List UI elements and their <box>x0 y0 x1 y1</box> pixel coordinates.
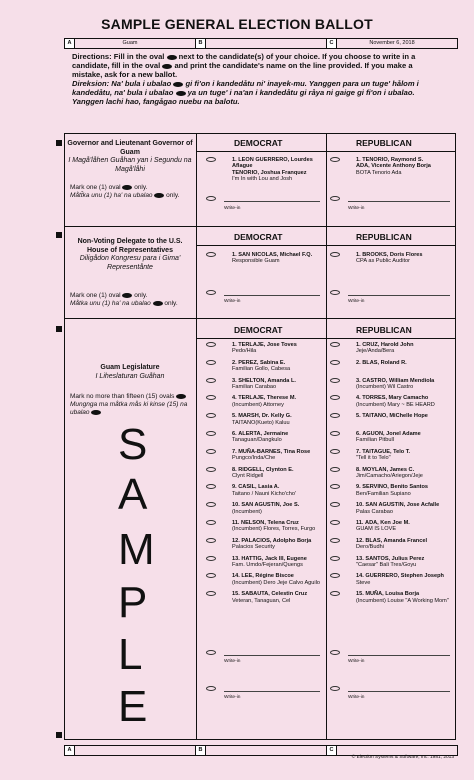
candidate-number: 12. <box>232 537 240 544</box>
candidate-number: 2. <box>356 359 361 366</box>
footer-cell-label: C <box>327 746 337 755</box>
party-header-republican: REPUBLICAN <box>356 138 412 148</box>
header-cell-label: C <box>327 39 337 48</box>
candidate-option[interactable] <box>232 573 326 586</box>
write-in-oval[interactable] <box>206 196 216 201</box>
candidate-number: 13. <box>232 555 240 562</box>
directions <box>72 52 456 106</box>
candidate-name: MUÑA, Louisa Borja <box>365 591 420 598</box>
instruction-text-chamorro: Måtka unu (1) ha' na ubalao <box>70 300 151 307</box>
candidate-number: 14. <box>232 573 240 580</box>
candidate-option[interactable] <box>356 342 456 355</box>
write-in-label: Write-in <box>224 299 241 304</box>
candidate-slogan: Tanaguan/Dangkulo <box>232 437 282 444</box>
candidate-option[interactable] <box>356 502 456 515</box>
footer-cell-a <box>65 746 196 755</box>
candidate-number: 1. <box>232 157 237 163</box>
filled-oval-icon <box>91 410 101 415</box>
party-header-democrat: DEMOCRAT <box>234 138 283 148</box>
instruction-text: only. <box>134 292 148 299</box>
candidate-number: 4. <box>232 395 237 402</box>
directions-text: and print the candidate's name on the line provided. If you make a <box>174 61 413 70</box>
filled-oval-icon <box>173 82 183 87</box>
candidate-number: 2. <box>232 359 237 366</box>
candidate-slogan: Jeje/Anda/Bera <box>356 348 395 355</box>
party-header-rule <box>196 338 456 339</box>
filled-oval-icon <box>153 301 163 306</box>
write-in-line[interactable] <box>348 655 450 656</box>
candidate-option[interactable] <box>232 413 326 426</box>
instruction-text: only. <box>164 300 178 307</box>
write-in-line[interactable] <box>348 201 450 202</box>
candidate-number: 10. <box>356 502 364 509</box>
candidate-option[interactable] <box>232 520 326 533</box>
candidate-option[interactable] <box>356 520 456 533</box>
directions-text: next to the candidate(s) of your choice. If you choose to write in a <box>178 52 416 61</box>
candidate-number: 7. <box>356 448 361 455</box>
directions-text: kandedåtu, na' bula i ubalao <box>72 88 174 97</box>
candidate-number: 12. <box>356 537 364 544</box>
write-in-label: Write-in <box>224 659 241 664</box>
candidate-option[interactable] <box>232 360 326 373</box>
candidate-name: SAN NICOLAS, Michael F.Q. <box>238 252 313 258</box>
candidate-number: 8. <box>356 466 361 473</box>
instruction-text: Mark one (1) oval <box>70 292 121 299</box>
candidate-slogan: Ben/Familian Supiano <box>356 490 411 497</box>
candidate-slogan: Responsible Guam <box>232 258 280 265</box>
vote-oval[interactable] <box>330 342 340 347</box>
candidate-option[interactable] <box>356 395 456 408</box>
vote-oval[interactable] <box>330 449 340 454</box>
filled-oval-icon <box>176 394 186 399</box>
candidate-number: 11. <box>356 520 364 526</box>
filled-oval-icon <box>122 185 132 190</box>
vote-oval[interactable] <box>330 252 340 257</box>
candidate-name: PALACIOS, Adolpho Borja <box>241 537 312 544</box>
candidate-name: RIDGELL, Clynton E. <box>238 466 294 473</box>
candidate-slogan: "Tell it to Telo" <box>356 455 391 462</box>
candidate-option[interactable] <box>232 502 326 515</box>
candidate-name: ALERTA, Jermaine <box>238 431 289 437</box>
header-cell-c <box>327 39 457 48</box>
candidate-name: GUERRERO, Stephen Joseph <box>365 573 444 580</box>
header-cell-b <box>196 39 327 48</box>
candidate-number: 15. <box>232 591 240 598</box>
candidate-name: SABAUTA, Celestin Cruz <box>241 591 308 598</box>
candidate-number: 10. <box>232 502 240 509</box>
column-divider <box>326 133 327 740</box>
candidate-option[interactable] <box>232 378 326 391</box>
candidate-slogan: Dero/Budhi <box>356 544 384 551</box>
candidate-name: HATTIG, Jack III, Eugene <box>241 555 307 562</box>
candidate-option[interactable] <box>356 431 456 444</box>
office-title: Non-Voting Delegate to the U.S. House of Representatives <box>77 238 183 254</box>
candidate-slogan: Palas Carabao <box>356 508 394 515</box>
timing-mark <box>56 732 62 738</box>
candidate-slogan: (Incumbent) Flores, Torres, Furgo <box>232 526 316 533</box>
candidate-name: MOYLAN, James C. <box>362 466 415 473</box>
write-in-oval[interactable] <box>206 650 216 655</box>
office-title: Governor and Lieutenant Governor of Guam <box>67 140 193 156</box>
candidate-option[interactable] <box>356 484 456 497</box>
candidate-name: MUÑA-BARNES, Tina Rose <box>238 448 311 455</box>
vote-oval[interactable] <box>206 431 216 436</box>
candidate-option[interactable] <box>356 378 456 391</box>
party-header-rule <box>196 245 456 246</box>
contest-divider <box>64 226 456 227</box>
sample-watermark-letter: A <box>118 470 148 519</box>
candidate-option[interactable] <box>232 252 326 265</box>
directions-text: gi fi'on i kandedåtu ni' inayek-mu. Yanggen para un tuge' hålom i <box>185 79 419 88</box>
candidate-name: ADA, Ken Joe M. <box>365 520 410 526</box>
write-in-line[interactable] <box>224 201 320 202</box>
filled-oval-icon <box>162 64 172 69</box>
write-in-line[interactable] <box>348 691 450 692</box>
candidate-name: BLAS, Amanda Francel <box>365 537 427 544</box>
candidate-number: 5. <box>232 413 237 420</box>
write-in-label: Write-in <box>348 695 365 700</box>
footer-cell-label: A <box>65 746 75 755</box>
contest-office-governor <box>66 140 194 174</box>
candidate-option[interactable] <box>356 467 456 480</box>
header-cell-value: November 6, 2018 <box>369 40 415 46</box>
write-in-oval[interactable] <box>206 290 216 295</box>
write-in-label: Write-in <box>348 299 365 304</box>
candidate-name: CASTRO, William Mendiola <box>362 377 435 384</box>
candidate-number: 9. <box>356 484 361 491</box>
vote-oval[interactable] <box>330 431 340 436</box>
write-in-oval[interactable] <box>330 650 340 655</box>
write-in-line[interactable] <box>224 691 320 692</box>
vote-oval[interactable] <box>330 360 340 365</box>
candidate-name: TENORIO, Raymond S. <box>362 157 424 163</box>
candidate-option[interactable] <box>356 360 456 366</box>
vote-oval[interactable] <box>206 538 216 543</box>
vote-oval[interactable] <box>206 342 216 347</box>
candidate-name: AGUON, Jonel Adame <box>362 431 421 437</box>
candidate-option[interactable] <box>232 467 326 480</box>
office-title-chamorro: Diligådon Kongresu para i Gima' Representånte <box>79 255 181 271</box>
candidate-option[interactable] <box>356 556 456 569</box>
candidate-option[interactable] <box>232 556 326 569</box>
timing-mark <box>56 232 62 238</box>
sample-watermark-letter: L <box>118 630 143 679</box>
write-in-label: Write-in <box>224 206 241 211</box>
candidate-option[interactable] <box>232 431 326 444</box>
write-in-oval[interactable] <box>330 196 340 201</box>
header-cell-value: Guam <box>122 40 138 46</box>
header-cell-label: A <box>65 39 75 48</box>
directions-text: Directions: Fill in the oval <box>72 52 165 61</box>
directions-text: mistake, ask for a new ballot. <box>72 70 178 79</box>
vote-instruction <box>70 184 194 200</box>
candidate-slogan: GUAM IS LOVE <box>356 526 397 533</box>
vote-oval[interactable] <box>330 520 340 525</box>
candidate-slogan: Taitano / Nauni Kicho'cho' <box>232 490 297 497</box>
candidate-number: 6. <box>232 431 237 437</box>
party-header-democrat: DEMOCRAT <box>234 325 283 335</box>
candidate-name: SAN AGUSTIN, Jose Acfalle <box>365 502 440 509</box>
candidate-number: 8. <box>232 466 237 473</box>
candidate-name: TAITANO, MiChelle Hope <box>362 413 428 420</box>
vote-oval[interactable] <box>206 157 216 162</box>
candidate-name: TORRES, Mary Camacho <box>362 395 429 402</box>
candidate-option[interactable] <box>232 538 326 551</box>
party-header-republican: REPUBLICAN <box>356 325 412 335</box>
candidate-slogan: I'm In with Lou and Josh <box>232 176 293 183</box>
candidate-number: 1. <box>232 252 237 258</box>
candidate-number: 4. <box>356 395 361 402</box>
copyright-notice: © Election Systems & Software, Inc. 1981, 2013 <box>351 755 454 760</box>
candidate-slogan: "Caesar" Bali Tres/Goyu <box>356 562 417 568</box>
footer-cell-b <box>196 746 327 755</box>
candidate-option[interactable] <box>356 252 456 265</box>
candidate-number: 9. <box>232 484 237 491</box>
directions-text: ya un tuge' i na'an i kandedåtu gi råya ni gaige gi fi'on i ubalao. <box>187 88 415 97</box>
directions-chamorro <box>72 79 456 106</box>
candidate-number: 1. <box>356 157 361 163</box>
candidate-name: TERLAJE, Jose Toves <box>238 342 297 348</box>
candidate-name: LEE, Régine Biscoe <box>241 573 294 580</box>
candidate-number: 15. <box>356 591 364 598</box>
directions-text: candidate, fill in the oval <box>72 61 161 70</box>
candidate-option[interactable] <box>232 157 326 183</box>
vote-oval[interactable] <box>206 449 216 454</box>
footer-cell-label: B <box>196 746 206 755</box>
write-in-label: Write-in <box>348 206 365 211</box>
sample-watermark-letter: P <box>118 578 148 627</box>
candidate-slogan: (Incumbent) Attorney <box>232 401 284 408</box>
candidate-slogan: (Incumbent) Wil Castro <box>356 384 414 390</box>
candidate-slogan: Pedo/Hila <box>232 348 257 355</box>
candidate-slogan: BOTA Tenorio Ada <box>356 169 402 176</box>
candidate-running-mate: ADA, Vicente Anthony Borja <box>356 163 431 170</box>
candidate-number: 13. <box>356 555 364 562</box>
candidate-name: CASIL, Lasia A. <box>238 484 280 491</box>
timing-mark <box>56 326 62 332</box>
candidate-slogan: CPA as Public Auditor <box>356 258 410 265</box>
candidate-number: 1. <box>356 252 361 258</box>
write-in-oval[interactable] <box>206 686 216 691</box>
candidate-name: SERVINO, Benito Santos <box>362 484 429 491</box>
candidate-name: MARSH, Dr. Kelly G. <box>238 413 292 420</box>
write-in-oval[interactable] <box>330 290 340 295</box>
timing-mark <box>56 140 62 146</box>
candidate-option[interactable] <box>356 538 456 551</box>
candidate-option[interactable] <box>356 449 456 462</box>
candidate-slogan: Veteran, Tanaguan, Cel <box>232 597 291 604</box>
candidate-number: 7. <box>232 448 237 455</box>
vote-oval[interactable] <box>330 556 340 561</box>
candidate-slogan: Palacios Security <box>232 544 275 551</box>
instruction-text: only. <box>134 184 148 191</box>
write-in-label: Write-in <box>348 659 365 664</box>
candidate-name: TAITAGUE, Telo T. <box>362 448 411 455</box>
candidate-option[interactable] <box>232 395 326 408</box>
candidate-name: BLAS, Roland R. <box>362 359 407 366</box>
candidate-option[interactable] <box>356 157 456 176</box>
write-in-label: Write-in <box>224 695 241 700</box>
candidate-name: PEREZ, Sabina E. <box>238 359 286 366</box>
header-cell-label: B <box>196 39 206 48</box>
party-header-rule <box>196 151 456 152</box>
candidate-option[interactable] <box>232 342 326 355</box>
candidate-running-mate: TENORIO, Joshua Franquez <box>232 169 307 176</box>
column-divider <box>196 133 197 740</box>
vote-oval[interactable] <box>206 360 216 365</box>
candidate-slogan: Steve <box>356 579 371 586</box>
party-header-democrat: DEMOCRAT <box>234 232 283 242</box>
candidate-number: 1. <box>356 342 361 348</box>
office-title-chamorro: I Liheslaturan Guåhan <box>95 372 165 380</box>
instruction-text: Mark one (1) oval <box>70 184 121 191</box>
candidate-slogan: Jim/Camacho/Ariegon/Jeje <box>356 473 423 479</box>
candidate-name: TERLAJE, Therese M. <box>238 395 297 402</box>
candidate-slogan: Fam. Umdo/Fejeran/Quengs <box>232 562 303 568</box>
instruction-text-chamorro: Mungnga ma måtka mås ki kinse (15) na ubalao <box>70 401 188 416</box>
candidate-number: 1. <box>232 342 237 348</box>
vote-oval[interactable] <box>330 538 340 543</box>
sample-watermark-letter: S <box>118 420 148 469</box>
candidate-number: 14. <box>356 573 364 580</box>
candidate-name: NELSON, Telena Cruz <box>241 520 299 526</box>
candidate-slogan: (Incumbent) Dero Jeje Calvo Aguilo <box>232 579 320 586</box>
candidate-number: 3. <box>356 377 361 384</box>
vote-oval[interactable] <box>330 378 340 383</box>
candidate-slogan: Familian Gollo, Cabesa <box>232 366 291 373</box>
candidate-name: SHELTON, Amanda L. <box>238 377 296 384</box>
sample-watermark-letter: E <box>118 682 148 731</box>
instruction-text-chamorro: Mått̄ka unu (1) ha' na ubalao <box>70 192 153 199</box>
candidate-slogan: Pungco/Inda/Che <box>232 455 276 462</box>
candidate-slogan: Familian Carabao <box>232 384 277 390</box>
filled-oval-icon <box>176 91 186 96</box>
candidate-number: 3. <box>232 377 237 384</box>
instruction-text: Mark no more than fifteen (15) ovals <box>70 393 175 400</box>
candidate-slogan: (Incumbent) <box>232 508 262 515</box>
vote-oval[interactable] <box>206 252 216 257</box>
filled-oval-icon <box>167 55 177 60</box>
vote-oval[interactable] <box>206 520 216 525</box>
candidate-option[interactable] <box>232 591 326 604</box>
directions-text: Yanggen lachi hao, fangågao nuebu na balotu. <box>72 97 240 106</box>
header-cell-a <box>65 39 196 48</box>
candidate-name: LEON GUERRERO, Lourdes Aflague <box>232 157 313 170</box>
directions-english <box>72 52 456 79</box>
filled-oval-icon <box>154 193 164 198</box>
write-in-line[interactable] <box>224 655 320 656</box>
candidate-number: 5. <box>356 413 361 420</box>
filled-oval-icon <box>122 293 132 298</box>
candidate-slogan: TAITANO(Kueto) Kaluu <box>232 419 290 426</box>
contest-office-legislature <box>66 364 194 381</box>
vote-oval[interactable] <box>330 467 340 472</box>
candidate-option[interactable] <box>356 573 456 586</box>
instruction-text: only. <box>166 192 180 199</box>
vote-oval[interactable] <box>330 157 340 162</box>
write-in-oval[interactable] <box>330 686 340 691</box>
candidate-name: CRUZ, Harold John <box>362 342 414 348</box>
candidate-option[interactable] <box>356 413 456 419</box>
vote-instruction <box>70 393 190 417</box>
vote-instruction <box>70 292 194 308</box>
candidate-number: 6. <box>356 431 361 437</box>
footer-cell-c <box>327 746 457 755</box>
candidate-slogan: Clynt Ridgell <box>232 473 264 479</box>
sample-watermark-letter: M <box>118 525 155 574</box>
candidate-option[interactable] <box>232 484 326 497</box>
candidate-option[interactable] <box>232 449 326 462</box>
contest-office-delegate <box>66 238 194 272</box>
candidate-name: BROOKS, Doris Flores <box>362 252 423 258</box>
write-in-line[interactable] <box>224 295 320 296</box>
candidate-number: 11. <box>232 520 240 526</box>
candidate-name: SANTOS, Julius Perez <box>365 555 425 562</box>
vote-oval[interactable] <box>206 556 216 561</box>
office-title-chamorro: I Magå'låhen Guåhan yan i Segundu na Magå'låhi <box>68 157 192 173</box>
contest-divider <box>64 318 456 319</box>
party-header-republican: REPUBLICAN <box>356 232 412 242</box>
candidate-name: SAN AGUSTIN, Joe S. <box>241 502 300 509</box>
write-in-line[interactable] <box>348 295 450 296</box>
vote-oval[interactable] <box>206 467 216 472</box>
candidate-option[interactable] <box>356 591 456 604</box>
candidate-slogan: Familian Pitbull <box>356 437 394 444</box>
ballot-header-row <box>64 38 458 49</box>
candidate-slogan: (Incumbent) Louise "A Working Mom" <box>356 597 449 604</box>
candidate-slogan: (Incumbent) Mary ~ BE HEARD <box>356 401 435 408</box>
ballot-title: SAMPLE GENERAL ELECTION BALLOT <box>101 16 373 32</box>
vote-oval[interactable] <box>206 378 216 383</box>
office-title: Guam Legislature <box>100 364 160 371</box>
directions-text: Direksion: Na' bula i ubalao <box>72 79 172 88</box>
